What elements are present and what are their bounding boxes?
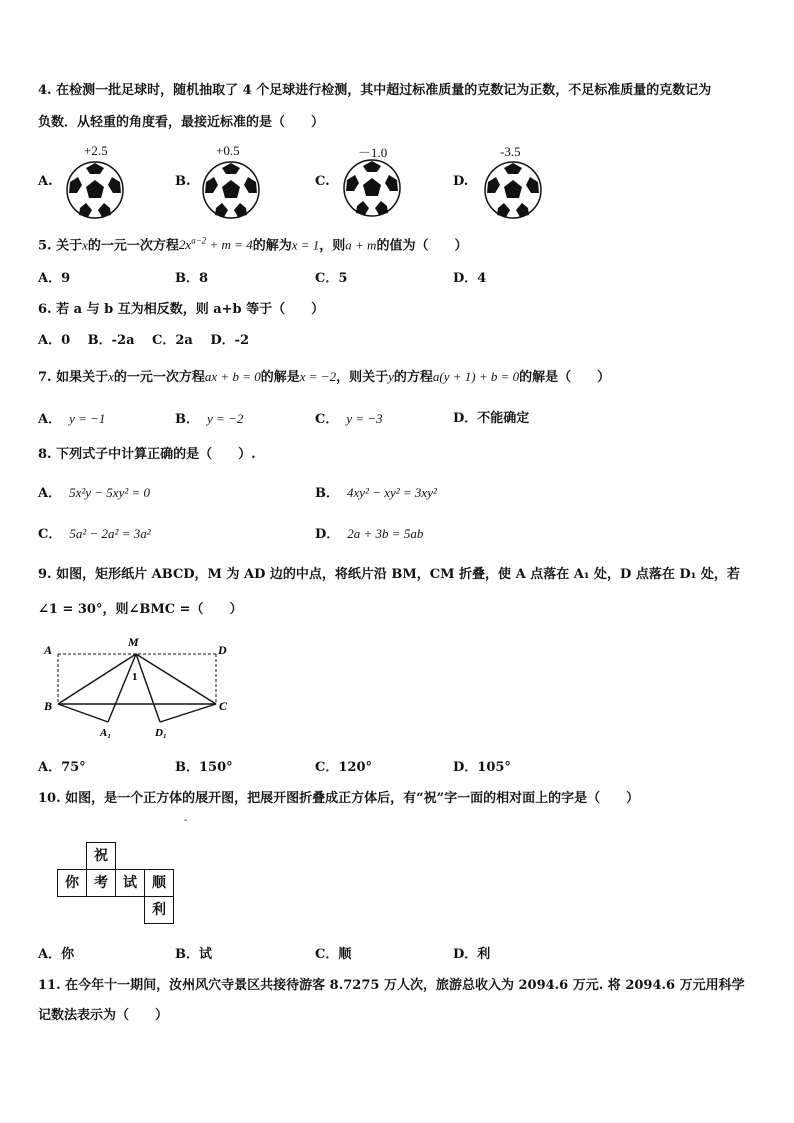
q6-stem: 6. 若 a 与 b 互为相反数，则 a+b 等于（ ） [38,302,325,317]
q9-option-c: C．120° [315,760,372,775]
q4-ball-a-value: +2.5 [84,143,108,158]
q4-line2: 负数．从轻重的角度看，最接近标准的是（ ） [38,115,325,130]
q11-line2: 记数法表示为（ ） [38,1008,169,1023]
soccer-ball-icon [482,160,544,220]
net-cell-shun: 顺 [144,869,174,897]
q7-stem: 7. 如果关于x的一元一次方程ax + b = 0的解是x = −2，则关于y的方程a(y + 1) + b = 0的解是（ ） [38,369,611,385]
net-cell-li: 利 [144,896,174,924]
q9-option-b: B．150° [175,760,233,775]
q4-line1: 4. 在检测一批足球时，随机抽取了 4 个足球进行检测，其中超过标准质量的克数记为正数，不足标准质量的克数记为 [38,83,712,98]
net-cell-shi: 试 [115,869,145,897]
q5-option-d: D．4 [453,271,487,286]
q8-option-d: D． 2a + 3b = 5ab [315,526,424,542]
q4-option-c-letter: C. [315,174,330,189]
q5-stem: 5. 关于x的一元一次方程$2x^{a-2} + m = 4$的解为x = 1，则a + m的值为（ ） [38,236,468,254]
q4-ball-c-value: －1.0 [358,145,388,160]
figure-label-m: M [128,635,139,649]
q10-option-b: B．试 [175,947,212,962]
figure-label-b: B [44,699,53,713]
q4-ball-d-value: -3.5 [500,144,521,159]
q5-option-c: C．5 [315,271,348,286]
net-cell-zhu: 祝 [86,842,116,870]
folded-rectangle-figure [38,634,248,744]
q7-option-d: D．不能确定 [453,411,530,426]
net-cell-ni: 你 [57,869,87,897]
q7-option-a: A． y = −1 [38,411,106,427]
q5-option-a: A．9 [38,271,71,286]
figure-label-d1: D₁ [155,727,167,739]
stray-dash: - [184,815,188,826]
soccer-ball-icon [64,160,126,220]
q8-stem: 8. 下列式子中计算正确的是（ ）. [38,447,256,462]
q10-stem: 10. 如图，是一个正方体的展开图，把展开图折叠成正方体后，有“祝”字一面的相对面上的字是（ ） [38,791,640,806]
figure-label-a1: A₁ [100,727,112,739]
q9-line2: ∠1 = 30°，则∠BMC =（ ） [38,602,243,617]
q10-option-d: D．利 [453,947,491,962]
q10-option-c: C．顺 [315,947,352,962]
q9-option-a: A．75° [38,760,86,775]
figure-label-c: C [219,699,228,713]
q4-option-d-letter: D. [453,174,469,189]
soccer-ball-icon [341,158,403,218]
q4-option-a-letter: A. [38,174,53,189]
q4-option-b-letter: B. [175,174,191,189]
q5-option-b: B．8 [175,271,209,286]
q9-option-d: D．105° [453,760,511,775]
q11-line1: 11. 在今年十一期间，汝州风穴寺景区共接待游客 8.7275 万人次，旅游总收入为 2094.6 万元. 将 2094.6 万元用科学 [38,978,745,993]
figure-angle-1: 1 [132,671,138,683]
q9-line1: 9. 如图，矩形纸片 ABCD，M 为 AD 边的中点，将纸片沿 BM，CM 折叠，使 A 点落在 A₁ 处，D 点落在 D₁ 处，若 [38,567,740,582]
q7-option-c: C． y = −3 [315,411,383,427]
q4-ball-b-value: +0.5 [216,143,240,158]
soccer-ball-icon [200,160,262,220]
q8-option-a: A． 5x²y − 5xy² = 0 [38,485,151,501]
q8-option-c: C． 5a² − 2a² = 3a² [38,526,151,542]
q6-options: A．0 B．-2a C．2a D．-2 [38,333,250,348]
figure-label-d: D [218,643,227,657]
q10-option-a: A．你 [38,947,75,962]
net-cell-kao: 考 [86,869,116,897]
q8-option-b: B． 4xy² − xy² = 3xy² [315,485,437,501]
figure-label-a: A [44,643,53,657]
q7-option-b: B． y = −2 [175,411,244,427]
